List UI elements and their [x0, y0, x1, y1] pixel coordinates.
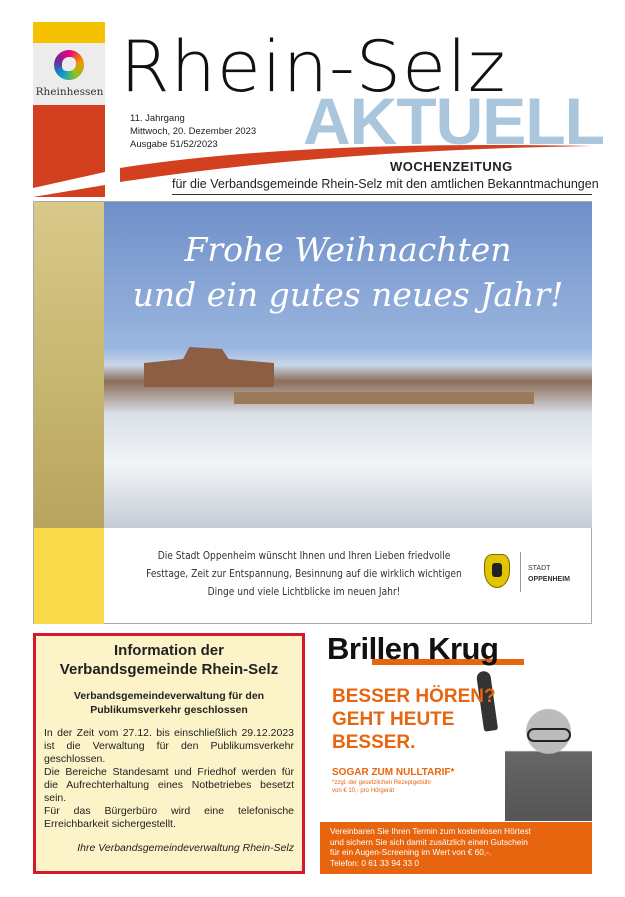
man-photo — [505, 693, 592, 821]
issue-meta — [130, 112, 256, 151]
christmas-greeting-ad — [33, 201, 592, 624]
info-p3: Für das Bürgerbüro wird eine telefonische Erreichbarkeit sichergestellt. — [44, 805, 294, 830]
divider — [520, 552, 521, 592]
logo-line-2: OPPENHEIM — [528, 576, 571, 583]
rheinhessen-logo-text: Rheinhessen — [35, 86, 104, 98]
ad-fineprint: *zzgl. der gesetzlichen Rezeptgebühr von € 10,- pro Hörgerät — [332, 780, 432, 794]
ad-brand: Brillen Krug — [327, 633, 499, 666]
photo-fade-strip — [34, 202, 104, 528]
wish-text: Die Stadt Oppenheim wünscht Ihnen und Ihren Lieben friedvolle Festtage, Zeit zur Entspannung, Besinnung auf die wirklich wichtigen Dinge und viele Lichtblicke im neuen Jahr! — [146, 549, 462, 598]
ad-headline: BESSER HÖREN? GEHT HEUTE BESSER. — [332, 686, 496, 753]
masthead-title: Rhein-Selz — [120, 26, 507, 108]
greeting-text — [104, 227, 592, 317]
castle-ruin — [144, 347, 274, 387]
issue-number: Ausgabe 51/52/2023 — [130, 139, 218, 150]
wall — [234, 392, 534, 404]
ad-offer: SOGAR ZUM NULLTARIF* — [332, 767, 455, 778]
paper-type: WOCHENZEITUNG — [390, 159, 513, 174]
glasses — [527, 728, 571, 742]
info-signature: Ihre Verbandsgemeindeverwaltung Rhein-Selz — [77, 842, 294, 854]
info-p1: In der Zeit vom 27.12. bis einschließlich 29.12.2023 ist die Verwaltung für den Publikumsverkehr geschlossen. — [44, 727, 294, 765]
info-p2: Die Bereiche Standesamt und Friedhof werden für die Aufrechterhaltung eines Notbetriebes besetzt sein. — [44, 766, 294, 804]
issue-date: Mittwoch, 20. Dezember 2023 — [130, 126, 257, 137]
info-box — [33, 633, 305, 874]
greeting-line-1: Frohe Weihnachten — [184, 230, 512, 269]
oppenheim-logo-text — [528, 563, 570, 585]
info-title: Information der Verbandsgemeinde Rhein-Selz — [59, 642, 279, 678]
ad-cta: Vereinbaren Sie Ihren Termin zum kostenlosen Hörtest und sichern Sie sich damit zusätzlich einen Gutschein für ein Augen-Screening im Wert von € 60,-. Telefon: 0 61 33 94 33 0 — [320, 822, 592, 874]
oppenheim-crest-icon — [484, 554, 510, 588]
info-subtitle: Verbandsgemeindeverwaltung für den Publikumsverkehr geschlossen — [73, 690, 265, 716]
winter-vineyard-photo — [104, 202, 592, 528]
masthead-aktuell: AKTUELL — [303, 84, 604, 158]
ad-phone: Telefon: 0 61 33 94 33 0 — [330, 857, 420, 868]
yellow-strip — [34, 528, 104, 624]
info-body — [44, 727, 294, 831]
greeting-line-2: und ein gutes neues Jahr! — [132, 275, 564, 314]
masthead-subtitle: für die Verbandsgemeinde Rhein-Selz mit den amtlichen Bekanntmachungen — [172, 177, 592, 195]
brillen-krug-ad — [320, 633, 592, 874]
volume: 11. Jahrgang — [130, 113, 185, 124]
logo-line-1: STADT — [528, 565, 551, 572]
